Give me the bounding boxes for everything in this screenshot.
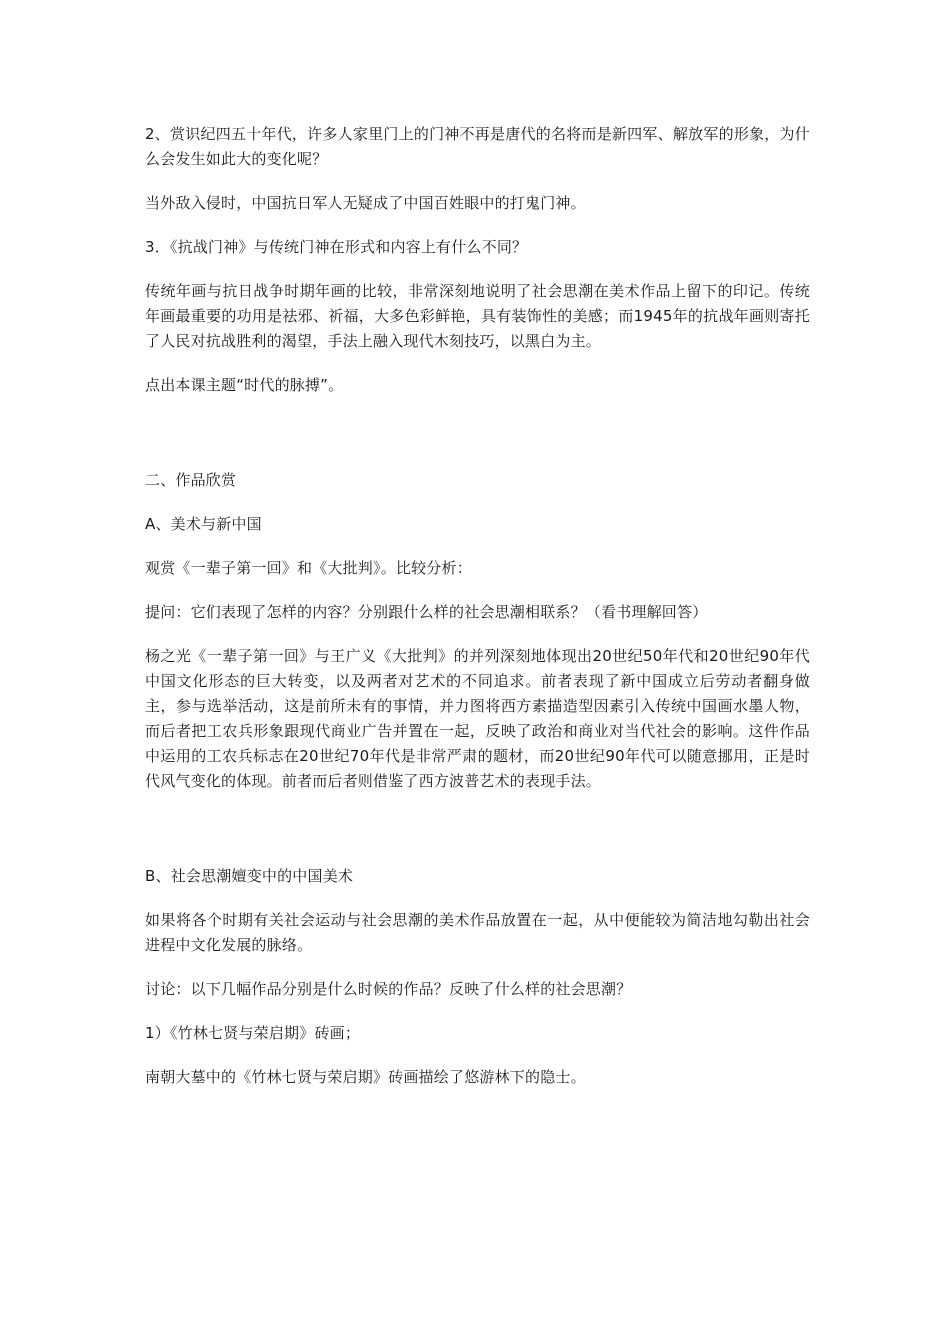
lesson-theme: 点出本课主题“时代的脉搏”。	[145, 376, 344, 394]
intro-paragraph: 如果将各个时期有关社会运动与社会思潮的美术作品放置在一起，从中便能较为简洁地勾勒出社会进程中文化发展的脉络。	[145, 911, 810, 954]
question-3: 3．《抗战门神》与传统门神在形式和内容上有什么不同？	[145, 238, 528, 256]
artwork-item-1: 1）《竹林七贤与荣启期》砖画；	[145, 1024, 361, 1042]
discussion-question: 提问：它们表现了怎样的内容？分别跟什么样的社会思潮相联系？（看书理解回答）	[145, 603, 708, 621]
document-body	[145, 122, 810, 1090]
analysis-paragraph: 杨之光《一辈子第一回》与王广义《大批判》的并列深刻地体现出20世纪50年代和20世纪90年代中国文化形态的巨大转变，以及两者对艺术的不同追求。前者表现了新中国成立后劳动者翻身做主，参与选举活动，这是前所未有的事情，并力图将西方素描造型因素引入传统中国画水墨人物，而后者把工农兵形象跟现代商业广告并置在一起，反映了政治和商业对当代社会的影响。这件作品中运用的工农兵标志在20世纪70年代是非常严肃的题材，而20世纪90年代可以随意挪用，正是时代风气变化的体现。前者而后者则借鉴了西方波普艺术的表现手法。	[145, 647, 810, 790]
subsection-heading-a: A、美术与新中国	[145, 515, 262, 533]
discussion-prompt: 讨论：以下几幅作品分别是什么时候的作品？反映了什么样的社会思潮？	[145, 980, 632, 998]
artwork-description-1: 南朝大墓中的《竹林七贤与荣启期》砖画描绘了悠游林下的隐士。	[145, 1068, 586, 1086]
subsection-heading-b: B、社会思潮嬗变中的中国美术	[145, 867, 354, 885]
answer-2: 当外敌入侵时，中国抗日军人无疑成了中国百姓眼中的打鬼门神。	[145, 194, 586, 212]
answer-3: 传统年画与抗日战争时期年画的比较，非常深刻地说明了社会思潮在美术作品上留下的印记。传统年画最重要的功用是祛邪、祈福，大多色彩鲜艳，具有装饰性的美感；而1945年的抗战年画则寄托了人民对抗战胜利的渴望，手法上融入现代木刻技巧，以黑白为主。	[145, 282, 810, 350]
question-2: 2、赏识纪四五十年代，许多人家里门上的门神不再是唐代的名将而是新四军、解放军的形象，为什么会发生如此大的变化呢？	[145, 125, 810, 168]
section-heading-2: 二、作品欣赏	[145, 471, 237, 489]
viewing-instruction: 观赏《一辈子第一回》和《大批判》。比较分析：	[145, 559, 472, 577]
